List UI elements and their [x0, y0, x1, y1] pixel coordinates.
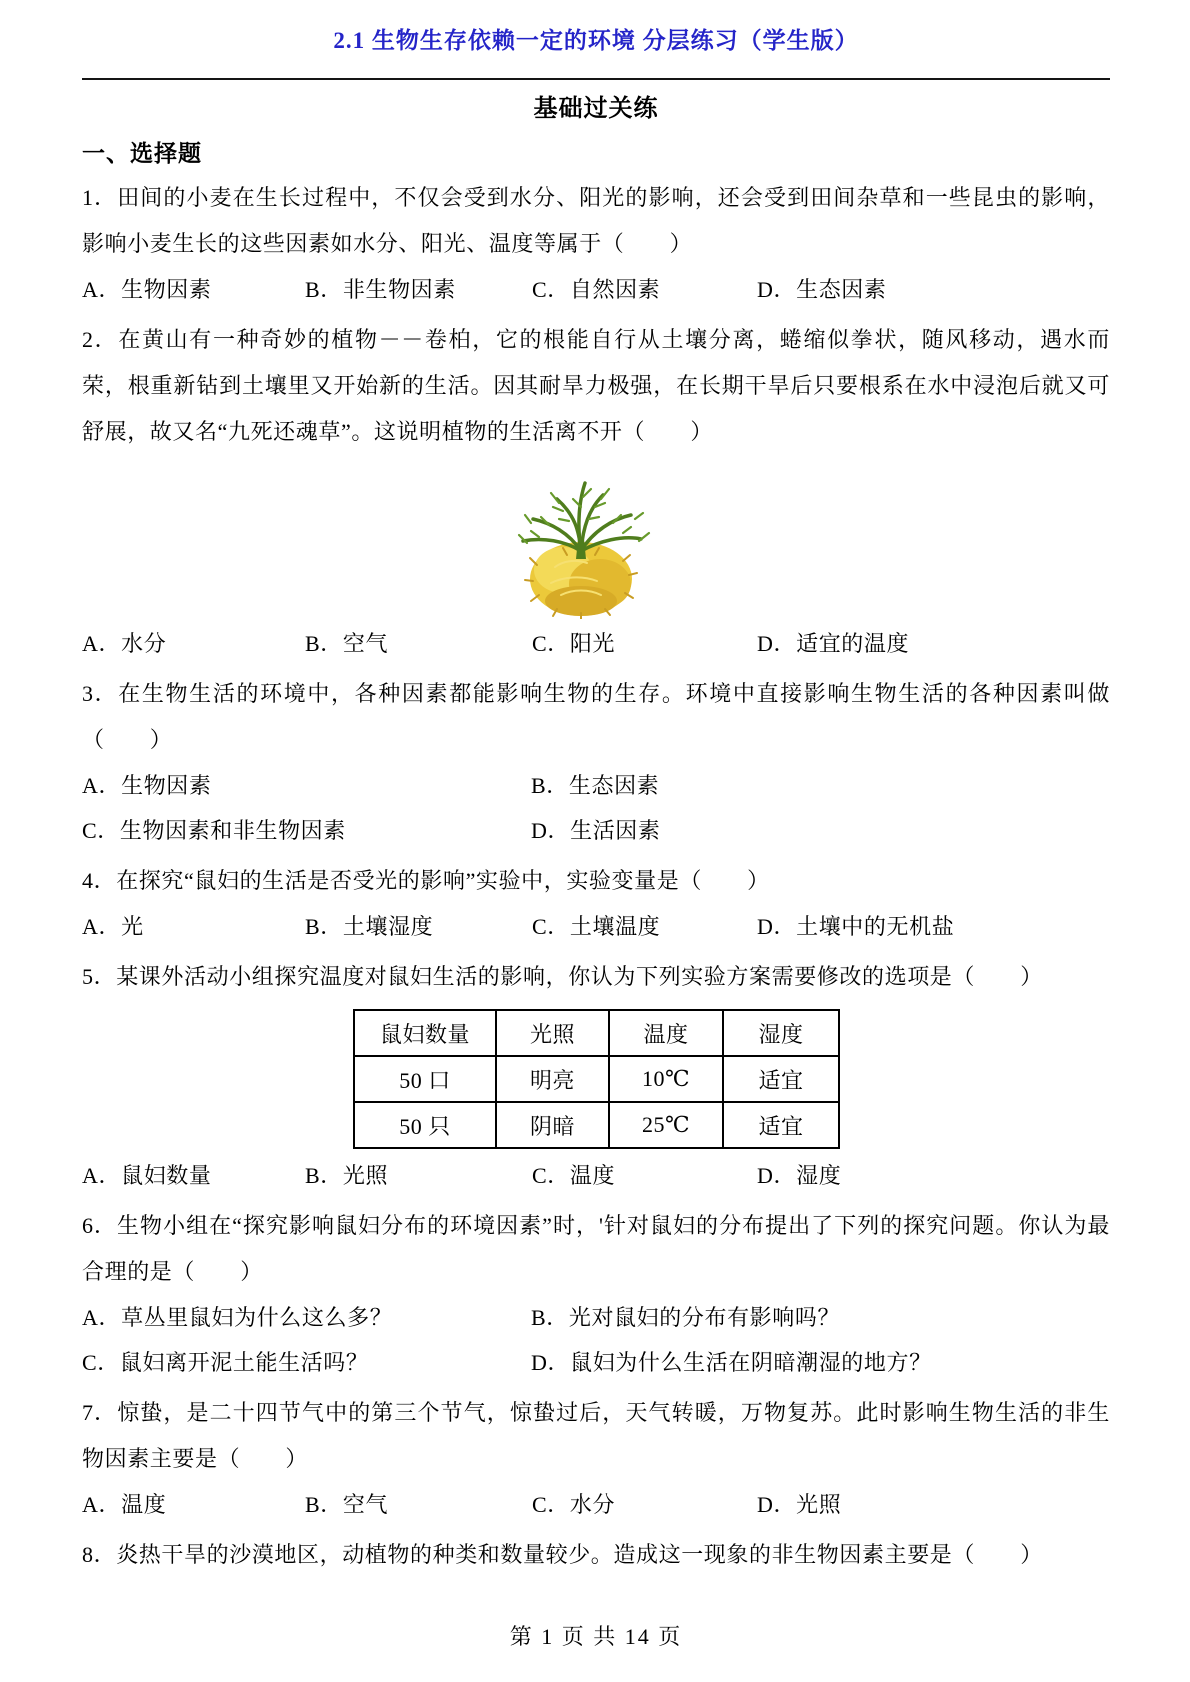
table-header-cell: 温度 [609, 1010, 723, 1056]
question-1-option-c: C．自然因素 [532, 277, 661, 302]
question-5-option-b: B．光照 [305, 1163, 389, 1188]
table-header-cell: 光照 [496, 1010, 609, 1056]
question-6-option-d: D．鼠妇为什么生活在阴暗潮湿的地方？ [531, 1350, 932, 1375]
question-2-option-a: A．水分 [82, 631, 167, 656]
question-1-option-a: A．生物因素 [82, 277, 212, 302]
table-cell: 明亮 [496, 1056, 609, 1102]
question-5-text: 5．某课外活动小组探究温度对鼠妇生活的影响，你认为下列实验方案需要修改的选项是（ ） [82, 964, 1043, 989]
question-3-option-b: B．生态因素 [531, 773, 660, 798]
question-4-option-c: C．土壤温度 [532, 914, 661, 939]
question-3-option-d: D．生活因素 [531, 818, 661, 843]
question-4-option-b: B．土壤湿度 [305, 914, 434, 939]
table-cell: 适宜 [723, 1102, 839, 1148]
question-4-options [82, 904, 1110, 949]
table-cell: 50 只 [354, 1102, 496, 1148]
question-3-option-c: C．生物因素和非生物因素 [82, 818, 346, 843]
question-4-option-a: A．光 [82, 914, 144, 939]
table-row [354, 1102, 839, 1148]
question-7-options [82, 1482, 1110, 1527]
table-cell: 25℃ [609, 1102, 723, 1148]
page-title: 2.1 生物生存依赖一定的环境 分层练习（学生版） [333, 28, 859, 53]
question-5-options [82, 1153, 1110, 1198]
table-cell: 50 口 [354, 1056, 496, 1102]
question-4-option-d: D．土壤中的无机盐 [757, 914, 955, 939]
section-heading: 基础过关练 [533, 96, 659, 122]
question-4-text: 4．在探究“鼠妇的生活是否受光的影响”实验中，实验变量是（ ） [82, 868, 770, 893]
question-1-option-b: B．非生物因素 [305, 277, 456, 302]
question-2-option-b: B．空气 [305, 631, 389, 656]
question-1-option-d: D．生态因素 [757, 277, 887, 302]
question-7-option-c: C．水分 [532, 1492, 616, 1517]
question-6-option-c: C．鼠妇离开泥土能生活吗？ [82, 1350, 369, 1375]
question-3-option-a: A．生物因素 [82, 773, 212, 798]
question-1-text: 1．田间的小麦在生长过程中，不仅会受到水分、阳光的影响，还会受到田间杂草和一些昆虫的影响，影响小麦生长的这些因素如水分、阳光、温度等属于（ ） [82, 185, 1110, 256]
part-heading: 一、选择题 [82, 141, 202, 166]
question-7-option-d: D．光照 [757, 1492, 842, 1517]
table-header-row [354, 1010, 839, 1056]
question-7-text: 7．惊蛰，是二十四节气中的第三个节气，惊蛰过后，天气转暖，万物复苏。此时影响生物生活的非生物因素主要是（ ） [82, 1400, 1110, 1471]
question-2-option-d: D．适宜的温度 [757, 631, 910, 656]
header-divider [82, 78, 1110, 80]
question-5-option-a: A．鼠妇数量 [82, 1163, 212, 1188]
table-cell: 适宜 [723, 1056, 839, 1102]
plant-stem [576, 539, 586, 559]
question-1-options [82, 267, 1110, 312]
question-5-option-d: D．湿度 [757, 1163, 842, 1188]
table-cell: 阴暗 [496, 1102, 609, 1148]
page-footer: 第 1 页 共 14 页 [509, 1624, 683, 1649]
question-6-text: 6．生物小组在“探究影响鼠妇分布的环境因素”时，'针对鼠妇的分布提出了下列的探究问题。你认为最合理的是（ ） [82, 1213, 1110, 1284]
question-2-options [82, 621, 1110, 666]
question-2-text: 2．在黄山有一种奇妙的植物－－卷柏，它的根能自行从土壤分离，蜷缩似拳状，随风移动，遇水而荣，根重新钻到土壤里又开始新的生活。因其耐旱力极强，在长期干旱后只要根系在水中浸泡后就又可舒展，故又名“九死还魂草”。这说明植物的生活离不开（ ） [82, 327, 1110, 444]
question-6-option-a: A．草丛里鼠妇为什么这么多？ [82, 1305, 393, 1330]
question-6-options [82, 1295, 1110, 1385]
table-cell: 10℃ [609, 1056, 723, 1102]
table-header-cell: 湿度 [723, 1010, 839, 1056]
table-header-cell: 鼠妇数量 [354, 1010, 496, 1056]
question-3-options [82, 763, 1110, 853]
question-5-option-c: C．温度 [532, 1163, 616, 1188]
question-2-figure [52, 463, 1110, 619]
q5-experiment-table [353, 1009, 840, 1149]
question-7-option-b: B．空气 [305, 1492, 389, 1517]
question-2-option-c: C．阳光 [532, 631, 616, 656]
question-3-text: 3．在生物生活的环境中，各种因素都能影响生物的生存。环境中直接影响生物生活的各种因素叫做（ ） [82, 681, 1110, 752]
question-8-text: 8．炎热干旱的沙漠地区，动植物的种类和数量较少。造成这一现象的非生物因素主要是（ ） [82, 1542, 1043, 1567]
table-row [354, 1056, 839, 1102]
question-6-option-b: B．光对鼠妇的分布有影响吗？ [531, 1305, 841, 1330]
selaginella-plant-image [497, 463, 665, 619]
question-7-option-a: A．温度 [82, 1492, 167, 1517]
